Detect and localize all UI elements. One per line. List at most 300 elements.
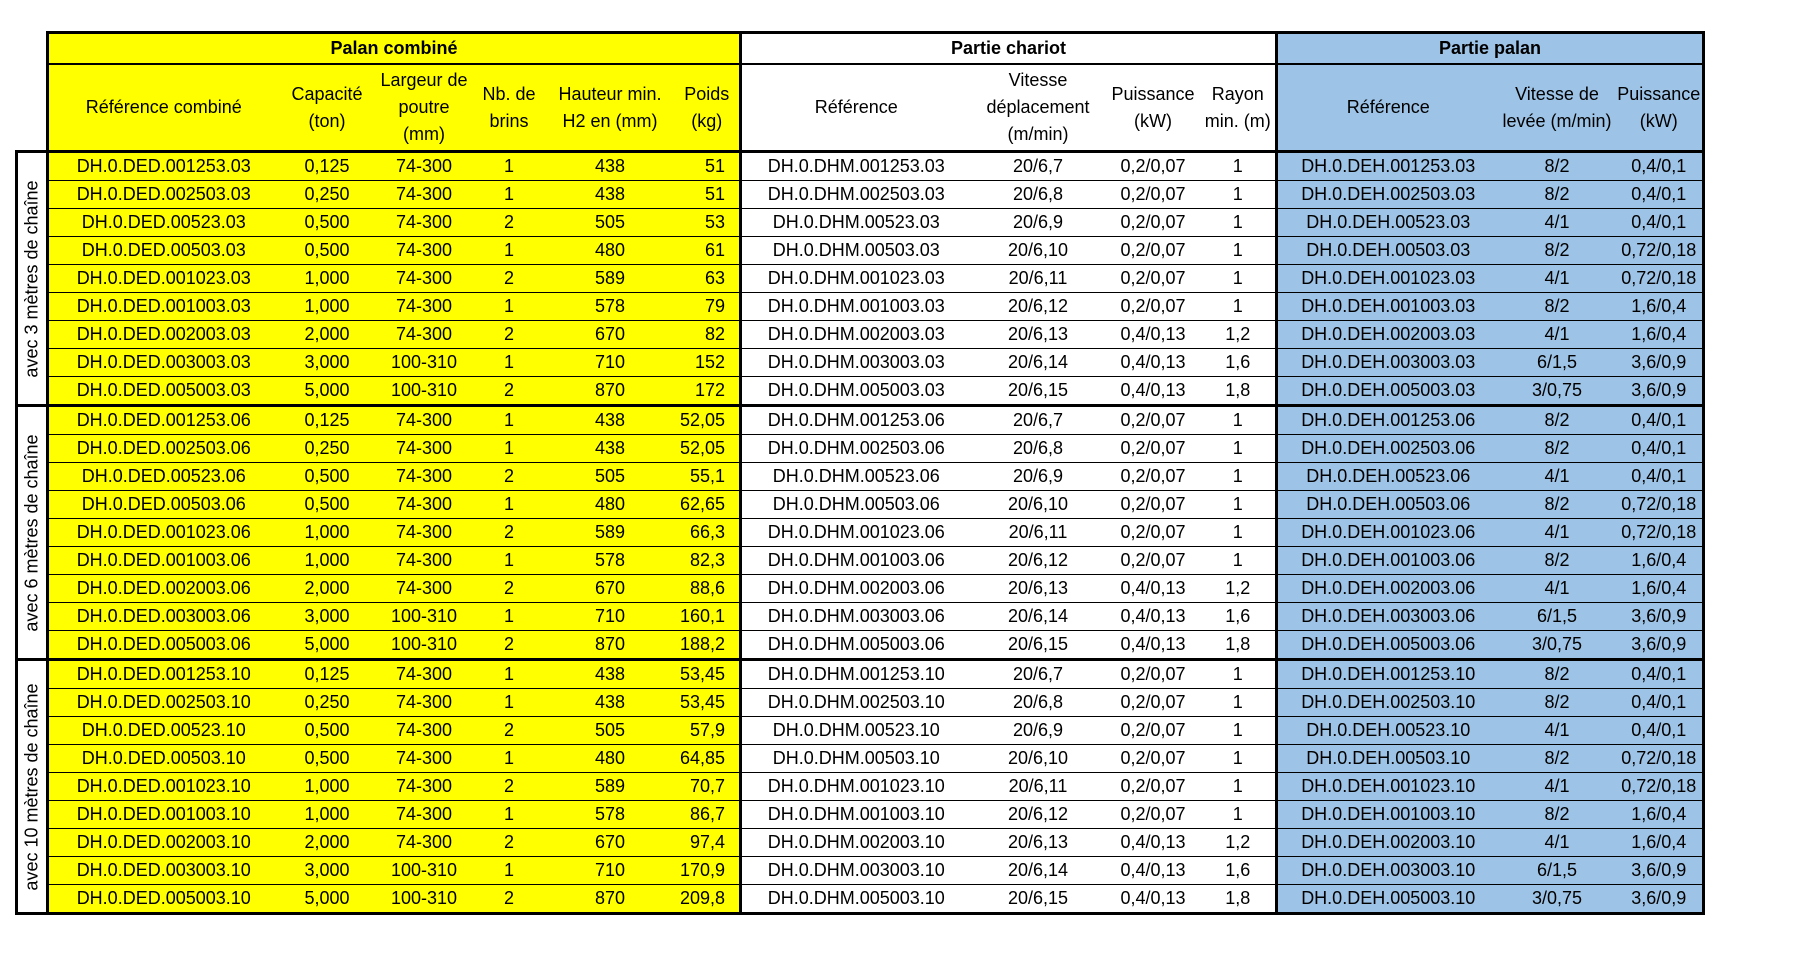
vitesse-levee-cell: 8/2 (1499, 491, 1616, 519)
table-row (17, 660, 1704, 689)
hauteur-cell: 438 (546, 181, 675, 209)
vitesse-deplacement-cell: 20/6,10 (971, 237, 1106, 265)
poids-cell: 86,7 (675, 801, 741, 829)
table-row (17, 885, 1704, 914)
poids-cell: 82 (675, 321, 741, 349)
hauteur-cell: 670 (546, 829, 675, 857)
brins-cell: 2 (473, 463, 546, 491)
largeur-cell: 74-300 (376, 519, 473, 547)
vitesse-levee-cell: 4/1 (1499, 519, 1616, 547)
poids-cell: 61 (675, 237, 741, 265)
table-row (17, 603, 1704, 631)
capacite-cell: 0,500 (279, 491, 376, 519)
puissance-palan-cell: 0,72/0,18 (1616, 773, 1704, 801)
ref-palan-cell: DH.0.DEH.005003.10 (1277, 885, 1499, 914)
puissance-chariot-cell: 0,4/0,13 (1106, 349, 1201, 377)
ref-palan-cell: DH.0.DEH.003003.03 (1277, 349, 1499, 377)
ref-chariot-cell: DH.0.DHM.003003.06 (741, 603, 971, 631)
ref-chariot-cell: DH.0.DHM.001253.10 (741, 660, 971, 689)
brins-cell: 1 (473, 237, 546, 265)
largeur-cell: 74-300 (376, 321, 473, 349)
ref-palan-cell: DH.0.DEH.001023.03 (1277, 265, 1499, 293)
vitesse-levee-cell: 6/1,5 (1499, 857, 1616, 885)
rayon-cell: 1 (1201, 463, 1277, 491)
ref-palan-cell: DH.0.DEH.001253.03 (1277, 152, 1499, 181)
ref-chariot-cell: DH.0.DHM.00503.03 (741, 237, 971, 265)
largeur-cell: 74-300 (376, 406, 473, 435)
capacite-cell: 0,125 (279, 152, 376, 181)
capacite-cell: 0,250 (279, 435, 376, 463)
puissance-chariot-cell: 0,2/0,07 (1106, 491, 1201, 519)
ref-palan-cell: DH.0.DEH.002003.06 (1277, 575, 1499, 603)
ref-chariot-cell: DH.0.DHM.00523.06 (741, 463, 971, 491)
rayon-cell: 1 (1201, 152, 1277, 181)
vitesse-deplacement-cell: 20/6,13 (971, 321, 1106, 349)
ref-palan-cell: DH.0.DEH.00523.10 (1277, 717, 1499, 745)
largeur-cell: 74-300 (376, 745, 473, 773)
vitesse-deplacement-cell: 20/6,8 (971, 181, 1106, 209)
group-header-row (17, 33, 1704, 65)
table-row (17, 435, 1704, 463)
rayon-cell: 1 (1201, 293, 1277, 321)
puissance-chariot-cell: 0,2/0,07 (1106, 209, 1201, 237)
largeur-cell: 100-310 (376, 377, 473, 406)
ref-palan-cell: DH.0.DEH.003003.06 (1277, 603, 1499, 631)
puissance-palan-cell: 0,72/0,18 (1616, 491, 1704, 519)
vitesse-deplacement-cell: 20/6,9 (971, 209, 1106, 237)
capacite-cell: 0,500 (279, 717, 376, 745)
ref-palan-cell: DH.0.DEH.002503.10 (1277, 689, 1499, 717)
rayon-cell: 1 (1201, 773, 1277, 801)
hauteur-cell: 438 (546, 406, 675, 435)
chain-length-label-text: avec 3 mètres de chaîne (21, 179, 42, 378)
hauteur-cell: 870 (546, 631, 675, 660)
table-body (17, 152, 1704, 914)
group-header-partie-palan: Partie palan (1277, 33, 1704, 65)
ref-chariot-cell: DH.0.DHM.00523.10 (741, 717, 971, 745)
largeur-cell: 74-300 (376, 575, 473, 603)
largeur-cell: 100-310 (376, 631, 473, 660)
poids-cell: 53,45 (675, 689, 741, 717)
table-row (17, 491, 1704, 519)
vitesse-levee-cell: 8/2 (1499, 406, 1616, 435)
puissance-palan-cell: 3,6/0,9 (1616, 857, 1704, 885)
vitesse-deplacement-cell: 20/6,9 (971, 463, 1106, 491)
capacite-cell: 0,500 (279, 237, 376, 265)
capacite-cell: 0,500 (279, 745, 376, 773)
brins-cell: 1 (473, 293, 546, 321)
capacite-cell: 3,000 (279, 603, 376, 631)
vitesse-deplacement-cell: 20/6,15 (971, 377, 1106, 406)
col-header-puissance-chariot: Puissance (kW) (1106, 64, 1201, 152)
vitesse-deplacement-cell: 20/6,14 (971, 349, 1106, 377)
ref-combine-cell: DH.0.DED.00523.10 (48, 717, 279, 745)
table-row (17, 237, 1704, 265)
chain-length-label-text: avec 6 mètres de chaîne (21, 433, 42, 632)
ref-combine-cell: DH.0.DED.002003.06 (48, 575, 279, 603)
rayon-cell: 1 (1201, 237, 1277, 265)
ref-palan-cell: DH.0.DEH.002003.10 (1277, 829, 1499, 857)
capacite-cell: 1,000 (279, 547, 376, 575)
ref-chariot-cell: DH.0.DHM.005003.10 (741, 885, 971, 914)
vitesse-deplacement-cell: 20/6,7 (971, 152, 1106, 181)
puissance-palan-cell: 3,6/0,9 (1616, 885, 1704, 914)
poids-cell: 52,05 (675, 435, 741, 463)
puissance-chariot-cell: 0,2/0,07 (1106, 773, 1201, 801)
ref-palan-cell: DH.0.DEH.00523.03 (1277, 209, 1499, 237)
largeur-cell: 74-300 (376, 435, 473, 463)
vitesse-levee-cell: 3/0,75 (1499, 631, 1616, 660)
puissance-palan-cell: 1,6/0,4 (1616, 801, 1704, 829)
table-row (17, 349, 1704, 377)
puissance-chariot-cell: 0,4/0,13 (1106, 575, 1201, 603)
table-row (17, 745, 1704, 773)
vitesse-deplacement-cell: 20/6,14 (971, 857, 1106, 885)
ref-combine-cell: DH.0.DED.001023.06 (48, 519, 279, 547)
poids-cell: 52,05 (675, 406, 741, 435)
table-row (17, 293, 1704, 321)
vitesse-levee-cell: 8/2 (1499, 152, 1616, 181)
brins-cell: 2 (473, 829, 546, 857)
table-row (17, 265, 1704, 293)
hauteur-cell: 670 (546, 321, 675, 349)
table-row (17, 857, 1704, 885)
ref-palan-cell: DH.0.DEH.00503.10 (1277, 745, 1499, 773)
brins-cell: 1 (473, 660, 546, 689)
ref-combine-cell: DH.0.DED.00503.10 (48, 745, 279, 773)
largeur-cell: 74-300 (376, 717, 473, 745)
hauteur-cell: 710 (546, 857, 675, 885)
ref-combine-cell: DH.0.DED.001003.03 (48, 293, 279, 321)
ref-combine-cell: DH.0.DED.001023.10 (48, 773, 279, 801)
ref-palan-cell: DH.0.DEH.001003.06 (1277, 547, 1499, 575)
ref-combine-cell: DH.0.DED.002003.10 (48, 829, 279, 857)
hauteur-cell: 578 (546, 547, 675, 575)
puissance-palan-cell: 1,6/0,4 (1616, 575, 1704, 603)
vitesse-levee-cell: 8/2 (1499, 435, 1616, 463)
col-header-hauteur: Hauteur min. H2 en (mm) (546, 64, 675, 152)
vitesse-levee-cell: 4/1 (1499, 829, 1616, 857)
col-header-puissance-palan: Puissance (kW) (1616, 64, 1704, 152)
vitesse-deplacement-cell: 20/6,7 (971, 660, 1106, 689)
brins-cell: 2 (473, 631, 546, 660)
col-header-largeur: Largeur de poutre (mm) (376, 64, 473, 152)
poids-cell: 66,3 (675, 519, 741, 547)
ref-combine-cell: DH.0.DED.003003.03 (48, 349, 279, 377)
puissance-chariot-cell: 0,2/0,07 (1106, 181, 1201, 209)
table-row (17, 181, 1704, 209)
capacite-cell: 5,000 (279, 885, 376, 914)
vitesse-deplacement-cell: 20/6,15 (971, 885, 1106, 914)
ref-chariot-cell: DH.0.DHM.002503.06 (741, 435, 971, 463)
largeur-cell: 74-300 (376, 491, 473, 519)
poids-cell: 79 (675, 293, 741, 321)
ref-combine-cell: DH.0.DED.002503.06 (48, 435, 279, 463)
vitesse-levee-cell: 8/2 (1499, 293, 1616, 321)
ref-combine-cell: DH.0.DED.003003.06 (48, 603, 279, 631)
capacite-cell: 1,000 (279, 519, 376, 547)
ref-combine-cell: DH.0.DED.005003.10 (48, 885, 279, 914)
puissance-palan-cell: 0,4/0,1 (1616, 406, 1704, 435)
ref-combine-cell: DH.0.DED.002503.03 (48, 181, 279, 209)
largeur-cell: 74-300 (376, 773, 473, 801)
vitesse-levee-cell: 4/1 (1499, 463, 1616, 491)
ref-palan-cell: DH.0.DEH.00523.06 (1277, 463, 1499, 491)
vitesse-deplacement-cell: 20/6,13 (971, 575, 1106, 603)
chain-length-group-label (17, 660, 48, 914)
ref-combine-cell: DH.0.DED.005003.03 (48, 377, 279, 406)
largeur-cell: 100-310 (376, 603, 473, 631)
vitesse-levee-cell: 8/2 (1499, 801, 1616, 829)
poids-cell: 97,4 (675, 829, 741, 857)
table-row (17, 829, 1704, 857)
ref-chariot-cell: DH.0.DHM.002503.10 (741, 689, 971, 717)
rayon-cell: 1 (1201, 745, 1277, 773)
ref-combine-cell: DH.0.DED.003003.10 (48, 857, 279, 885)
capacite-cell: 5,000 (279, 377, 376, 406)
rayon-cell: 1,6 (1201, 349, 1277, 377)
ref-palan-cell: DH.0.DEH.005003.06 (1277, 631, 1499, 660)
vitesse-deplacement-cell: 20/6,8 (971, 435, 1106, 463)
poids-cell: 51 (675, 152, 741, 181)
ref-combine-cell: DH.0.DED.001003.10 (48, 801, 279, 829)
puissance-palan-cell: 0,4/0,1 (1616, 689, 1704, 717)
table-row (17, 689, 1704, 717)
hauteur-cell: 870 (546, 885, 675, 914)
chain-length-group-label (17, 406, 48, 660)
puissance-chariot-cell: 0,2/0,07 (1106, 406, 1201, 435)
poids-cell: 209,8 (675, 885, 741, 914)
table-row (17, 519, 1704, 547)
capacite-cell: 1,000 (279, 773, 376, 801)
largeur-cell: 74-300 (376, 237, 473, 265)
puissance-chariot-cell: 0,2/0,07 (1106, 689, 1201, 717)
puissance-chariot-cell: 0,4/0,13 (1106, 631, 1201, 660)
puissance-chariot-cell: 0,4/0,13 (1106, 603, 1201, 631)
ref-palan-cell: DH.0.DEH.001023.10 (1277, 773, 1499, 801)
rayon-cell: 1 (1201, 689, 1277, 717)
capacite-cell: 2,000 (279, 829, 376, 857)
col-header-poids: Poids (kg) (675, 64, 741, 152)
poids-cell: 152 (675, 349, 741, 377)
vitesse-deplacement-cell: 20/6,15 (971, 631, 1106, 660)
capacite-cell: 3,000 (279, 857, 376, 885)
capacite-cell: 1,000 (279, 801, 376, 829)
hauteur-cell: 505 (546, 209, 675, 237)
rayon-cell: 1 (1201, 717, 1277, 745)
brins-cell: 2 (473, 717, 546, 745)
ref-combine-cell: DH.0.DED.00503.06 (48, 491, 279, 519)
ref-chariot-cell: DH.0.DHM.003003.10 (741, 857, 971, 885)
largeur-cell: 100-310 (376, 349, 473, 377)
vitesse-deplacement-cell: 20/6,11 (971, 519, 1106, 547)
ref-chariot-cell: DH.0.DHM.005003.06 (741, 631, 971, 660)
ref-combine-cell: DH.0.DED.00523.03 (48, 209, 279, 237)
vitesse-levee-cell: 8/2 (1499, 547, 1616, 575)
brins-cell: 1 (473, 857, 546, 885)
poids-cell: 88,6 (675, 575, 741, 603)
vitesse-levee-cell: 4/1 (1499, 321, 1616, 349)
hauteur-cell: 438 (546, 689, 675, 717)
vitesse-levee-cell: 3/0,75 (1499, 885, 1616, 914)
puissance-palan-cell: 0,72/0,18 (1616, 265, 1704, 293)
ref-combine-cell: DH.0.DED.002003.03 (48, 321, 279, 349)
ref-chariot-cell: DH.0.DHM.005003.03 (741, 377, 971, 406)
puissance-palan-cell: 0,4/0,1 (1616, 152, 1704, 181)
brins-cell: 1 (473, 745, 546, 773)
brins-cell: 1 (473, 603, 546, 631)
puissance-chariot-cell: 0,2/0,07 (1106, 435, 1201, 463)
column-header-row (17, 64, 1704, 152)
poids-cell: 172 (675, 377, 741, 406)
brins-cell: 2 (473, 265, 546, 293)
table-row (17, 547, 1704, 575)
col-header-ref-combine: Référence combiné (48, 64, 279, 152)
rayon-cell: 1 (1201, 519, 1277, 547)
vitesse-deplacement-cell: 20/6,12 (971, 547, 1106, 575)
rayon-cell: 1 (1201, 435, 1277, 463)
ref-palan-cell: DH.0.DEH.001253.10 (1277, 660, 1499, 689)
rayon-cell: 1,6 (1201, 603, 1277, 631)
poids-cell: 170,9 (675, 857, 741, 885)
ref-palan-cell: DH.0.DEH.001253.06 (1277, 406, 1499, 435)
ref-chariot-cell: DH.0.DHM.002503.03 (741, 181, 971, 209)
hauteur-cell: 710 (546, 349, 675, 377)
vitesse-deplacement-cell: 20/6,10 (971, 491, 1106, 519)
brins-cell: 2 (473, 321, 546, 349)
vitesse-levee-cell: 4/1 (1499, 575, 1616, 603)
rayon-cell: 1,8 (1201, 631, 1277, 660)
poids-cell: 53,45 (675, 660, 741, 689)
ref-chariot-cell: DH.0.DHM.001253.03 (741, 152, 971, 181)
rayon-cell: 1 (1201, 265, 1277, 293)
puissance-palan-cell: 0,4/0,1 (1616, 181, 1704, 209)
poids-cell: 51 (675, 181, 741, 209)
col-header-vitesse-levee: Vitesse de levée (m/min) (1499, 64, 1616, 152)
hauteur-cell: 589 (546, 773, 675, 801)
puissance-chariot-cell: 0,4/0,13 (1106, 321, 1201, 349)
capacite-cell: 0,250 (279, 181, 376, 209)
vitesse-deplacement-cell: 20/6,8 (971, 689, 1106, 717)
brins-cell: 2 (473, 575, 546, 603)
chain-length-label-text: avec 10 mètres de chaîne (21, 682, 42, 891)
vitesse-deplacement-cell: 20/6,7 (971, 406, 1106, 435)
brins-cell: 1 (473, 152, 546, 181)
capacite-cell: 2,000 (279, 575, 376, 603)
largeur-cell: 74-300 (376, 293, 473, 321)
hauteur-cell: 710 (546, 603, 675, 631)
rayon-cell: 1 (1201, 547, 1277, 575)
capacite-cell: 0,500 (279, 463, 376, 491)
capacite-cell: 3,000 (279, 349, 376, 377)
puissance-chariot-cell: 0,2/0,07 (1106, 547, 1201, 575)
vitesse-deplacement-cell: 20/6,14 (971, 603, 1106, 631)
ref-chariot-cell: DH.0.DHM.002003.06 (741, 575, 971, 603)
capacite-cell: 2,000 (279, 321, 376, 349)
vitesse-deplacement-cell: 20/6,11 (971, 265, 1106, 293)
poids-cell: 57,9 (675, 717, 741, 745)
puissance-chariot-cell: 0,2/0,07 (1106, 463, 1201, 491)
capacite-cell: 0,500 (279, 209, 376, 237)
largeur-cell: 74-300 (376, 463, 473, 491)
rayon-cell: 1 (1201, 491, 1277, 519)
col-header-ref-chariot: Référence (741, 64, 971, 152)
capacite-cell: 0,125 (279, 406, 376, 435)
vitesse-levee-cell: 8/2 (1499, 237, 1616, 265)
poids-cell: 53 (675, 209, 741, 237)
capacite-cell: 5,000 (279, 631, 376, 660)
table-row (17, 575, 1704, 603)
rayon-cell: 1,2 (1201, 575, 1277, 603)
puissance-chariot-cell: 0,2/0,07 (1106, 519, 1201, 547)
ref-palan-cell: DH.0.DEH.002503.06 (1277, 435, 1499, 463)
puissance-palan-cell: 0,4/0,1 (1616, 209, 1704, 237)
table-row (17, 717, 1704, 745)
rayon-cell: 1 (1201, 181, 1277, 209)
vitesse-deplacement-cell: 20/6,12 (971, 293, 1106, 321)
vitesse-levee-cell: 8/2 (1499, 689, 1616, 717)
hauteur-cell: 578 (546, 293, 675, 321)
hauteur-cell: 438 (546, 435, 675, 463)
rayon-cell: 1 (1201, 660, 1277, 689)
vitesse-levee-cell: 6/1,5 (1499, 603, 1616, 631)
largeur-cell: 74-300 (376, 801, 473, 829)
rayon-cell: 1,8 (1201, 377, 1277, 406)
capacite-cell: 1,000 (279, 293, 376, 321)
poids-cell: 62,65 (675, 491, 741, 519)
puissance-palan-cell: 0,4/0,1 (1616, 463, 1704, 491)
brins-cell: 1 (473, 547, 546, 575)
vitesse-deplacement-cell: 20/6,10 (971, 745, 1106, 773)
rayon-cell: 1,2 (1201, 321, 1277, 349)
hauteur-cell: 578 (546, 801, 675, 829)
hauteur-cell: 505 (546, 717, 675, 745)
ref-chariot-cell: DH.0.DHM.00503.06 (741, 491, 971, 519)
vitesse-levee-cell: 8/2 (1499, 181, 1616, 209)
ref-combine-cell: DH.0.DED.001003.06 (48, 547, 279, 575)
puissance-chariot-cell: 0,2/0,07 (1106, 237, 1201, 265)
brins-cell: 2 (473, 773, 546, 801)
largeur-cell: 74-300 (376, 152, 473, 181)
puissance-chariot-cell: 0,2/0,07 (1106, 745, 1201, 773)
poids-cell: 55,1 (675, 463, 741, 491)
puissance-palan-cell: 3,6/0,9 (1616, 603, 1704, 631)
hauteur-cell: 480 (546, 745, 675, 773)
hauteur-cell: 589 (546, 519, 675, 547)
ref-palan-cell: DH.0.DEH.001023.06 (1277, 519, 1499, 547)
col-header-vitesse-deplacement: Vitesse déplacement (m/min) (971, 64, 1106, 152)
brins-cell: 2 (473, 209, 546, 237)
largeur-cell: 100-310 (376, 857, 473, 885)
corner-cell (17, 33, 48, 152)
vitesse-levee-cell: 8/2 (1499, 660, 1616, 689)
vitesse-levee-cell: 4/1 (1499, 717, 1616, 745)
largeur-cell: 74-300 (376, 547, 473, 575)
largeur-cell: 74-300 (376, 689, 473, 717)
ref-palan-cell: DH.0.DEH.002503.03 (1277, 181, 1499, 209)
hauteur-cell: 438 (546, 660, 675, 689)
rayon-cell: 1,2 (1201, 829, 1277, 857)
ref-combine-cell: DH.0.DED.00523.06 (48, 463, 279, 491)
puissance-chariot-cell: 0,2/0,07 (1106, 660, 1201, 689)
group-header-partie-chariot: Partie chariot (741, 33, 1277, 65)
puissance-palan-cell: 0,72/0,18 (1616, 237, 1704, 265)
hoist-spec-table-wrapper (15, 31, 1705, 915)
puissance-palan-cell: 0,4/0,1 (1616, 660, 1704, 689)
brins-cell: 1 (473, 435, 546, 463)
puissance-palan-cell: 3,6/0,9 (1616, 377, 1704, 406)
table-row (17, 631, 1704, 660)
